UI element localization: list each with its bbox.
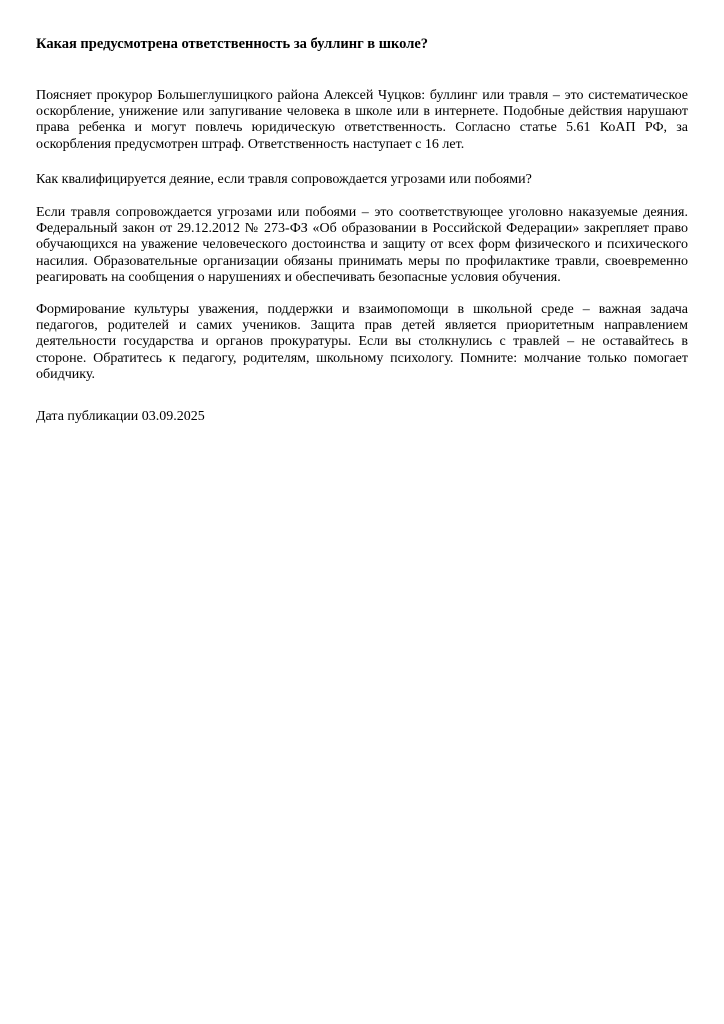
- publication-date: Дата публикации 03.09.2025: [36, 409, 205, 425]
- question-line: Как квалифицируется деяние, если травля сопровождается угрозами или побоями?: [36, 171, 532, 187]
- paragraph-intro: Поясняет прокурор Большеглушицкого района Алексей Чуцков: буллинг или травля – это систематическое оскорбление, унижение или запугивание человека в школе или в интернете. Подобные действия нарушают права ребенка и могут повлечь юридическую ответственность. Согласно статье 5.61 КоАП РФ, за оскорбления предусмотрен штраф. Ответственность наступает с 16 лет.: [36, 88, 688, 152]
- document-title: Какая предусмотрена ответственность за буллинг в школе?: [36, 36, 429, 52]
- paragraph-culture: Формирование культуры уважения, поддержки и взаимопомощи в школьной среде – важная задача педагогов, родителей и самих учеников. Защита прав детей является приоритетным направлением деятельности государства и органов прокуратуры. Если вы столкнулись с травлей – не оставайтесь в стороне. Обратитесь к педагогу, родителям, школьному психологу. Помните: молчание только помогает обидчику.: [36, 302, 688, 382]
- paragraph-law: Если травля сопровождается угрозами или побоями – это соответствующее уголовно наказуемые деяния. Федеральный закон от 29.12.2012 № 273-ФЗ «Об образовании в Российской Федерации» закрепляет право обучающихся на уважение человеческого достоинства и защиту от всех форм физического и психического насилия. Образовательные организации обязаны принимать меры по профилактике травли, своевременно реагировать на сообщения о нарушениях и обеспечивать безопасные условия обучения.: [36, 205, 688, 285]
